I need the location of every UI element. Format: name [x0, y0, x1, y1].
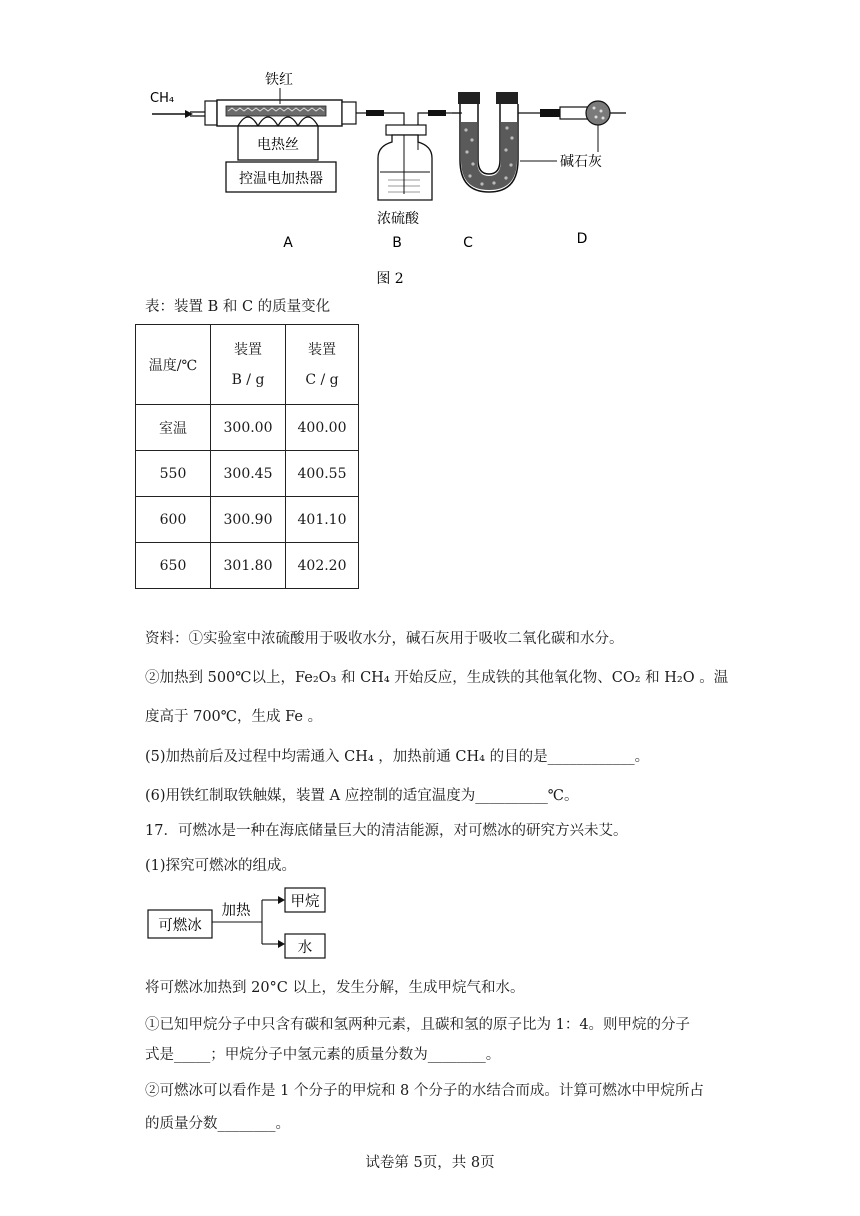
table-cell: 300.00 — [211, 405, 286, 451]
question-17-part-1: (1)探究可燃冰的组成。 — [145, 858, 297, 874]
table-cell: 300.90 — [211, 497, 286, 543]
statement-5: 的质量分数________。 — [145, 1116, 290, 1132]
drying-tube-d — [540, 101, 626, 152]
table-row — [136, 451, 359, 497]
table-cell: 400.55 — [286, 451, 359, 497]
label-b: B — [392, 235, 402, 251]
conc-h2so4-label: 浓硫酸 — [377, 211, 419, 227]
statement-4: ②可燃冰可以看作是 1 个分子的甲烷和 8 个分子的水结合而成。计算可燃冰中甲烷所占 — [145, 1083, 704, 1099]
statement-3: 式是_____；甲烷分子中氢元素的质量分数为________。 — [145, 1047, 501, 1063]
question-17: 17．可燃冰是一种在海底储量巨大的清洁能源，对可燃冰的研究方兴未艾。 — [145, 823, 628, 839]
mass-change-table — [135, 324, 359, 589]
table-cell: 600 — [136, 497, 211, 543]
figure-caption: 图 2 — [376, 271, 404, 287]
info-line-1: 资料：①实验室中浓硫酸用于吸收水分，碱石灰用于吸收二氧化碳和水分。 — [145, 631, 624, 647]
apparatus-figure — [0, 0, 860, 300]
info-line-2: ②加热到 500℃以上，Fe₂O₃ 和 CH₄ 开始反应，生成铁的其他氧化物、CO₂ 和 H₂O 。温 — [145, 670, 729, 686]
flow-product-water: 水 — [297, 940, 313, 956]
table-row — [136, 405, 359, 451]
table-header-row — [136, 325, 359, 405]
flow-product-methane: 甲烷 — [290, 894, 320, 910]
info-line-3: 度高于 700℃，生成 Fe 。 — [145, 709, 323, 725]
statement-2: ①已知甲烷分子中只含有碳和氢两种元素，且碳和氢的原子比为 1：4。则甲烷的分子 — [145, 1017, 691, 1033]
heater-label: 控温电加热器 — [239, 171, 323, 187]
u-tube-c — [452, 92, 540, 192]
header-temperature: 温度/℃ — [136, 325, 211, 405]
iron-red-label: 铁红 — [265, 72, 293, 88]
table-cell: 300.45 — [211, 451, 286, 497]
page-footer: 试卷第 5页，共 8页 — [365, 1155, 495, 1171]
table-cell: 402.20 — [286, 543, 359, 589]
table-cell: 301.80 — [211, 543, 286, 589]
question-6: (6)用铁红制取铁触媒，装置 A 应控制的适宜温度为__________℃。 — [145, 788, 579, 804]
flow-heat-label: 加热 — [221, 903, 251, 919]
header-device-b: 装置 B / g — [211, 325, 286, 405]
heating-wire-label: 电热丝 — [257, 137, 299, 153]
decomposition-diagram — [140, 884, 340, 968]
table-cell: 650 — [136, 543, 211, 589]
soda-lime-label: 碱石灰 — [560, 154, 602, 170]
table-cell: 400.00 — [286, 405, 359, 451]
ch4-inlet-label: CH₄ — [150, 91, 175, 106]
table-row — [136, 543, 359, 589]
label-a: A — [283, 235, 293, 251]
statement-1: 将可燃冰加热到 20°C 以上，发生分解，生成甲烷气和水。 — [145, 980, 525, 996]
header-device-c: 装置 C / g — [286, 325, 359, 405]
table-cell: 401.10 — [286, 497, 359, 543]
flow-source: 可燃冰 — [158, 918, 202, 934]
table-caption: 表：装置 B 和 C 的质量变化 — [145, 299, 331, 315]
table-cell: 室温 — [136, 405, 211, 451]
table-row — [136, 497, 359, 543]
table-cell: 550 — [136, 451, 211, 497]
bottle-b — [378, 125, 432, 200]
label-c: C — [463, 235, 473, 251]
label-d: D — [576, 231, 588, 247]
question-5: (5)加热前后及过程中均需通入 CH₄ ，加热前通 CH₄ 的目的是____________。 — [145, 749, 650, 765]
